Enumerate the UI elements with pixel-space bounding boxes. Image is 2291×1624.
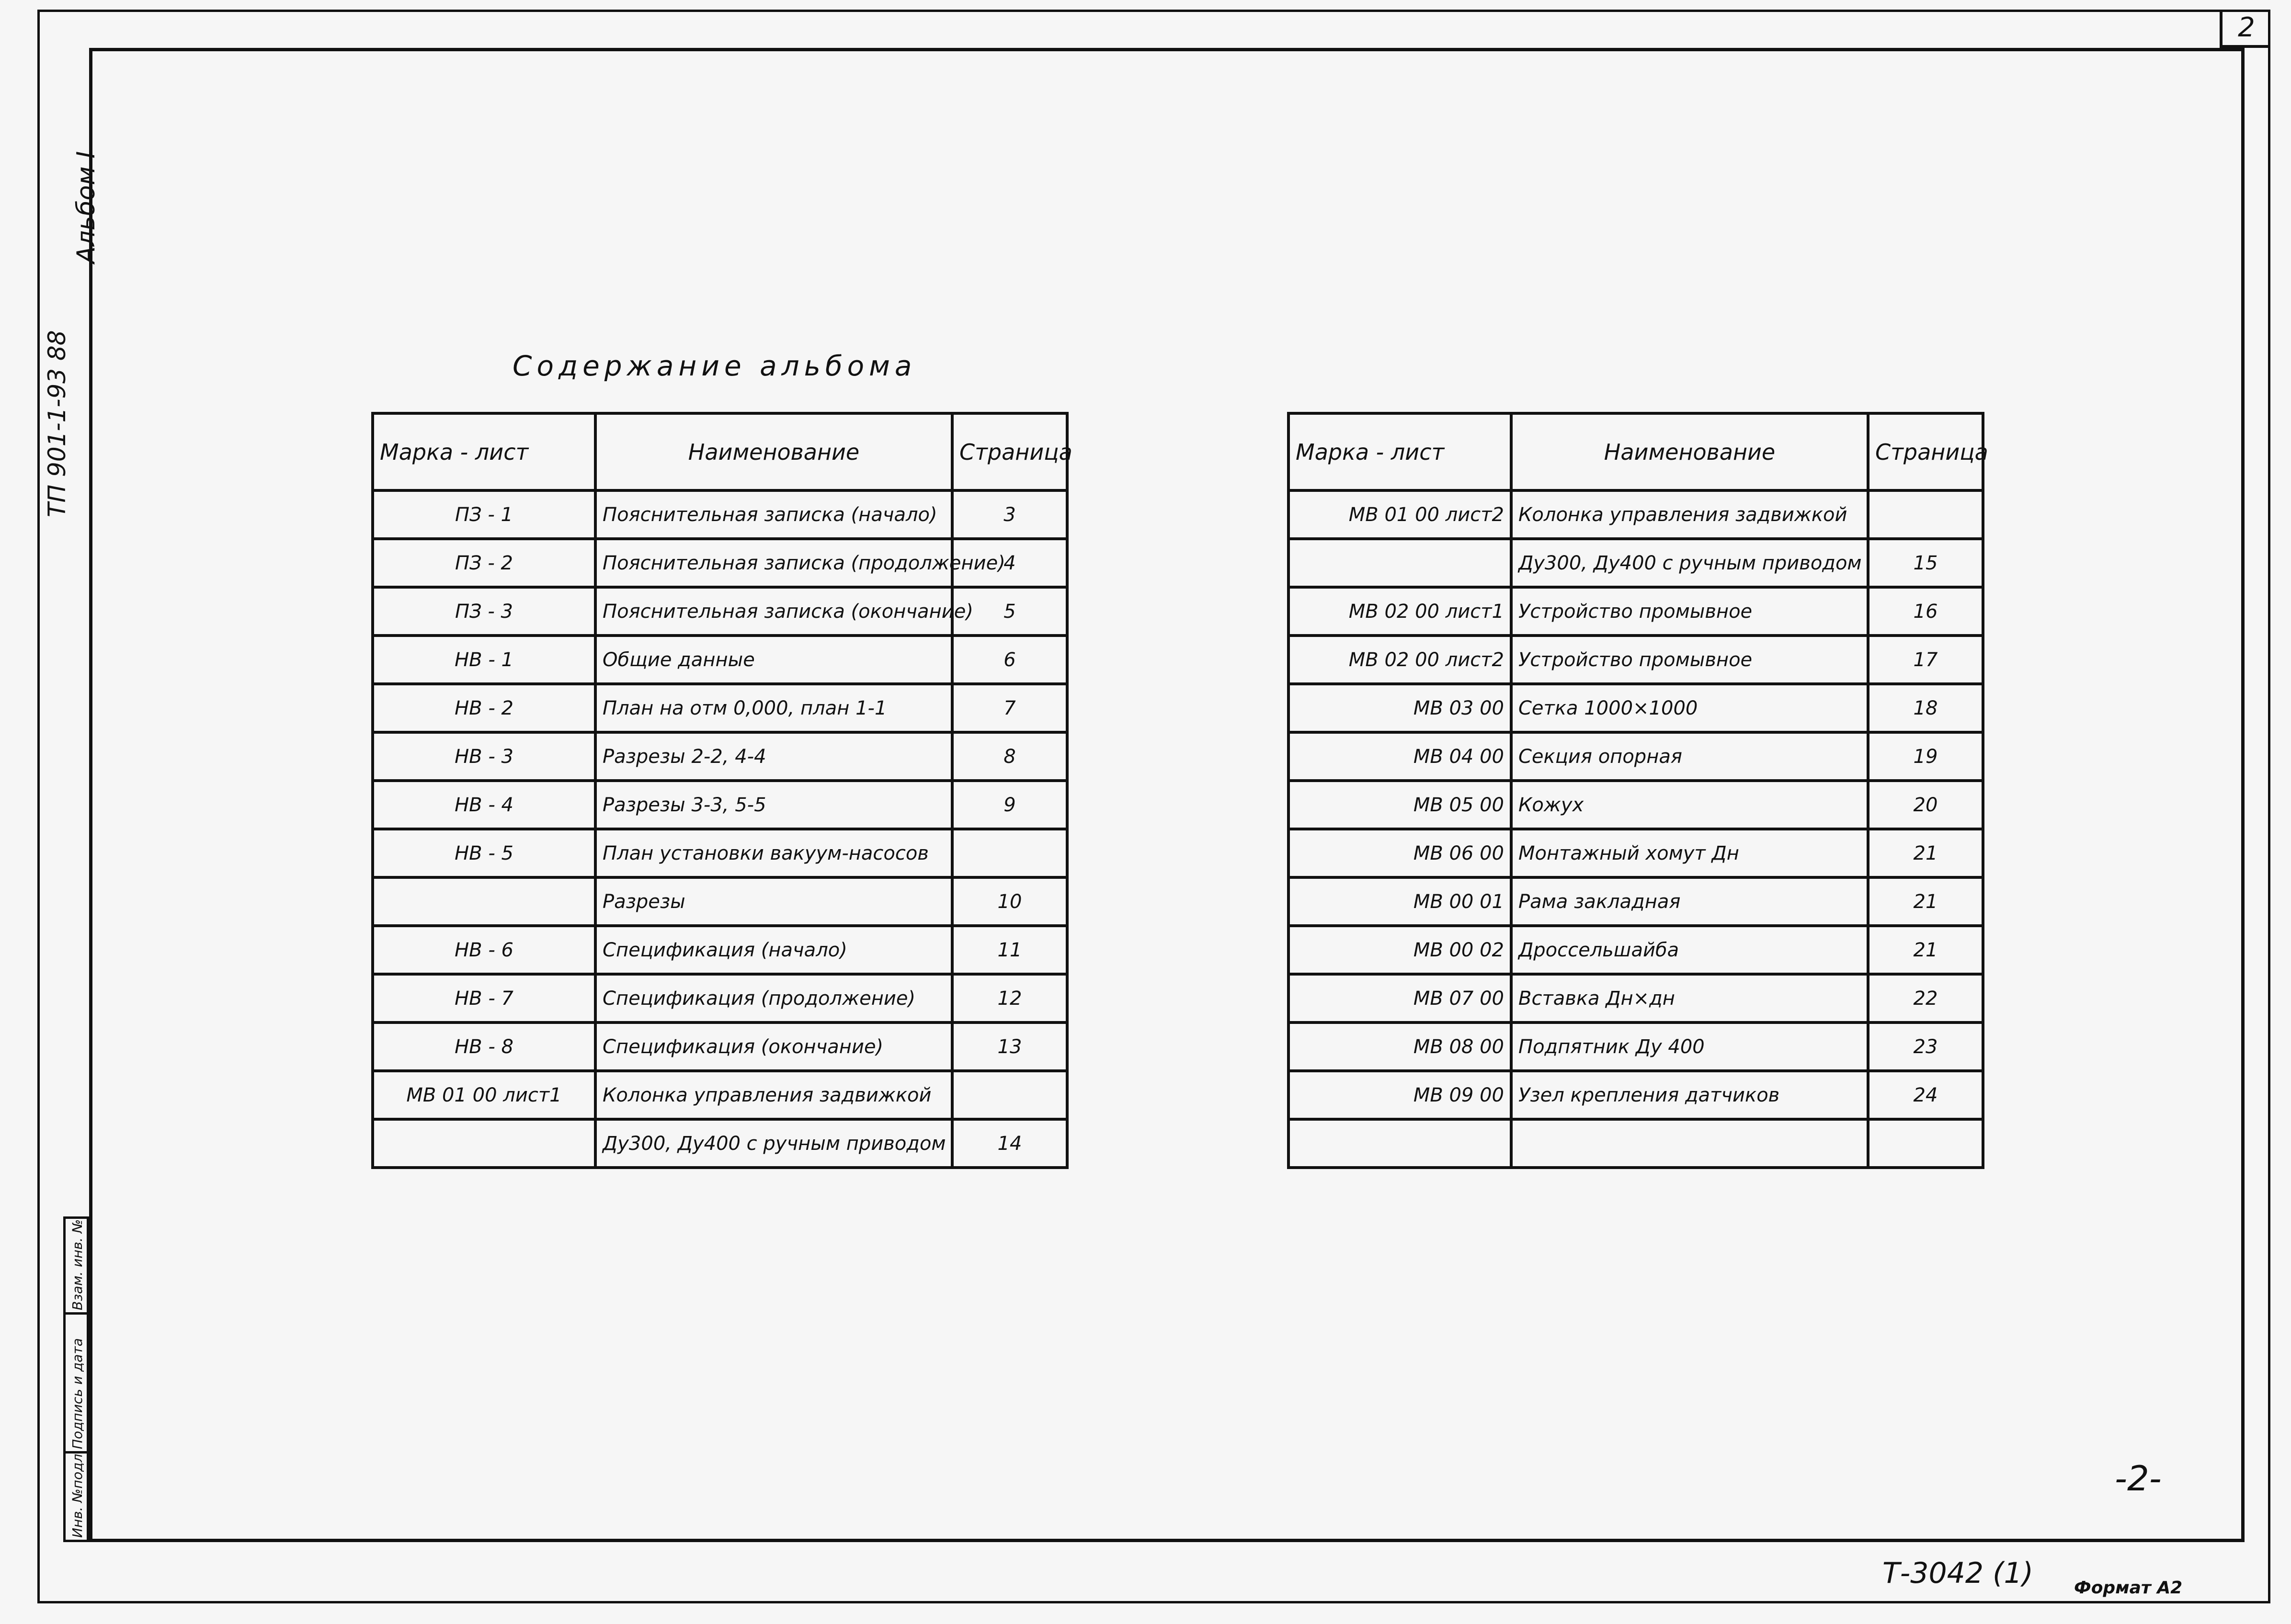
cell-page	[952, 829, 1067, 877]
cell-name: Пояснительная записка (окончание)	[595, 587, 952, 636]
cell-name: Монтажный хомут Дн	[1511, 829, 1868, 877]
cell-mark	[1288, 539, 1511, 587]
cell-mark: НВ - 5	[373, 829, 595, 877]
cell-mark: НВ - 7	[373, 974, 595, 1022]
cell-name: Устройство промывное	[1511, 636, 1868, 684]
cell-page: 15	[1868, 539, 1983, 587]
table-row	[373, 490, 1067, 539]
contents-table-right	[1287, 412, 1988, 1169]
cell-mark: МВ 00 02	[1288, 926, 1511, 974]
table-row	[1288, 587, 1983, 636]
format-label: Формат А2	[2074, 1578, 2183, 1598]
cell-mark: НВ - 2	[373, 684, 595, 732]
page-title: Содержание альбома	[513, 350, 917, 382]
cell-page: 4	[952, 539, 1067, 587]
header-mark: Марка - лист	[1288, 413, 1511, 490]
cell-page: 12	[952, 974, 1067, 1022]
table-row	[373, 732, 1067, 781]
table-row	[373, 877, 1067, 926]
cell-mark: ПЗ - 1	[373, 490, 595, 539]
table-row	[1288, 684, 1983, 732]
cell-page: 20	[1868, 781, 1983, 829]
cell-page	[1868, 490, 1983, 539]
cell-page: 16	[1868, 587, 1983, 636]
table-row	[1288, 732, 1983, 781]
cell-mark	[373, 877, 595, 926]
cell-page	[1868, 1119, 1983, 1168]
table-row	[1288, 636, 1983, 684]
cell-page	[952, 1071, 1067, 1119]
cell-name: Сетка 1000×1000	[1511, 684, 1868, 732]
table-row	[373, 974, 1067, 1022]
table-row	[1288, 829, 1983, 877]
cell-mark: МВ 07 00	[1288, 974, 1511, 1022]
cell-name: Колонка управления задвижкой	[1511, 490, 1868, 539]
cell-name: Дроссельшайба	[1511, 926, 1868, 974]
cell-name: Ду300, Ду400 с ручным приводом	[1511, 539, 1868, 587]
cell-mark: ПЗ - 2	[373, 539, 595, 587]
table-row	[1288, 1119, 1983, 1168]
side-project-code: ТП 901-1-93 88	[43, 330, 71, 517]
stamp-cell-original-inv: Инв. №подл.	[69, 1449, 85, 1538]
cell-mark	[373, 1119, 595, 1168]
cell-page: 23	[1868, 1022, 1983, 1071]
page-mark: -2-	[2115, 1458, 2162, 1499]
cell-mark: НВ - 3	[373, 732, 595, 781]
sheet-number: 2	[2220, 10, 2270, 48]
table-row	[373, 539, 1067, 587]
cell-name	[1511, 1119, 1868, 1168]
cell-name: Разрезы 2-2, 4-4	[595, 732, 952, 781]
cell-page: 22	[1868, 974, 1983, 1022]
cell-name: Спецификация (окончание)	[595, 1022, 952, 1071]
cell-name: План на отм 0,000, план 1-1	[595, 684, 952, 732]
cell-mark: МВ 03 00	[1288, 684, 1511, 732]
stamp-cell-replaced-inv: Взам. инв. №	[66, 1219, 91, 1315]
cell-mark: МВ 01 00 лист2	[1288, 490, 1511, 539]
contents-table-left	[371, 412, 1072, 1169]
cell-name: Спецификация (продолжение)	[595, 974, 952, 1022]
cell-name: Рама закладная	[1511, 877, 1868, 926]
cell-name: Общие данные	[595, 636, 952, 684]
cell-page: 24	[1868, 1071, 1983, 1119]
table-row	[1288, 1022, 1983, 1071]
cell-page: 13	[952, 1022, 1067, 1071]
table-header-row	[1288, 413, 1983, 490]
cell-page: 17	[1868, 636, 1983, 684]
table-row	[373, 1022, 1067, 1071]
cell-mark: МВ 09 00	[1288, 1071, 1511, 1119]
cell-mark: НВ - 1	[373, 636, 595, 684]
cell-page: 7	[952, 684, 1067, 732]
table-row	[1288, 1071, 1983, 1119]
table-row	[1288, 877, 1983, 926]
cell-page: 9	[952, 781, 1067, 829]
cell-page: 8	[952, 732, 1067, 781]
cell-page: 14	[952, 1119, 1067, 1168]
cell-mark: МВ 05 00	[1288, 781, 1511, 829]
table-row	[373, 636, 1067, 684]
cell-mark: МВ 01 00 лист1	[373, 1071, 595, 1119]
cell-page: 10	[952, 877, 1067, 926]
cell-name: План установки вакуум-насосов	[595, 829, 952, 877]
cell-page: 5	[952, 587, 1067, 636]
table-row	[373, 926, 1067, 974]
cell-mark	[1288, 1119, 1511, 1168]
table-header-row	[373, 413, 1067, 490]
cell-mark: МВ 06 00	[1288, 829, 1511, 877]
cell-mark: НВ - 8	[373, 1022, 595, 1071]
header-name: Наименование	[1511, 413, 1868, 490]
header-page: Страница	[952, 413, 1067, 490]
cell-page: 11	[952, 926, 1067, 974]
table-row	[373, 587, 1067, 636]
document-code: Т-3042 (1)	[1882, 1556, 2034, 1590]
cell-mark: МВ 04 00	[1288, 732, 1511, 781]
header-mark: Марка - лист	[373, 413, 595, 490]
cell-name: Ду300, Ду400 с ручным приводом	[595, 1119, 952, 1168]
approval-stamp	[63, 1216, 89, 1542]
cell-page: 6	[952, 636, 1067, 684]
cell-mark: НВ - 6	[373, 926, 595, 974]
header-page: Страница	[1868, 413, 1983, 490]
table-row	[373, 1119, 1067, 1168]
cell-page: 3	[952, 490, 1067, 539]
cell-name: Пояснительная записка (начало)	[595, 490, 952, 539]
cell-mark: МВ 02 00 лист2	[1288, 636, 1511, 684]
table-row	[373, 684, 1067, 732]
cell-mark: ПЗ - 3	[373, 587, 595, 636]
cell-mark: НВ - 4	[373, 781, 595, 829]
table-row	[373, 1071, 1067, 1119]
cell-name: Секция опорная	[1511, 732, 1868, 781]
stamp-cell-signature-date: Подпись и дата	[66, 1315, 91, 1454]
cell-name: Разрезы	[595, 877, 952, 926]
cell-name: Узел крепления датчиков	[1511, 1071, 1868, 1119]
cell-mark: МВ 08 00	[1288, 1022, 1511, 1071]
cell-name: Разрезы 3-3, 5-5	[595, 781, 952, 829]
side-album-label: Альбом I	[72, 151, 101, 263]
table-row	[373, 829, 1067, 877]
cell-name: Колонка управления задвижкой	[595, 1071, 952, 1119]
table-row	[373, 781, 1067, 829]
cell-page: 19	[1868, 732, 1983, 781]
cell-mark: МВ 00 01	[1288, 877, 1511, 926]
cell-mark: МВ 02 00 лист1	[1288, 587, 1511, 636]
cell-name: Подпятник Ду 400	[1511, 1022, 1868, 1071]
cell-page: 21	[1868, 926, 1983, 974]
cell-name: Вставка Дн×дн	[1511, 974, 1868, 1022]
table-row	[1288, 490, 1983, 539]
cell-name: Спецификация (начало)	[595, 926, 952, 974]
cell-name: Пояснительная записка (продолжение)	[595, 539, 952, 587]
table-row	[1288, 539, 1983, 587]
cell-page: 18	[1868, 684, 1983, 732]
table-row	[1288, 926, 1983, 974]
cell-name: Устройство промывное	[1511, 587, 1868, 636]
cell-page: 21	[1868, 829, 1983, 877]
cell-name: Кожух	[1511, 781, 1868, 829]
table-row	[1288, 781, 1983, 829]
header-name: Наименование	[595, 413, 952, 490]
cell-page: 21	[1868, 877, 1983, 926]
table-row	[1288, 974, 1983, 1022]
